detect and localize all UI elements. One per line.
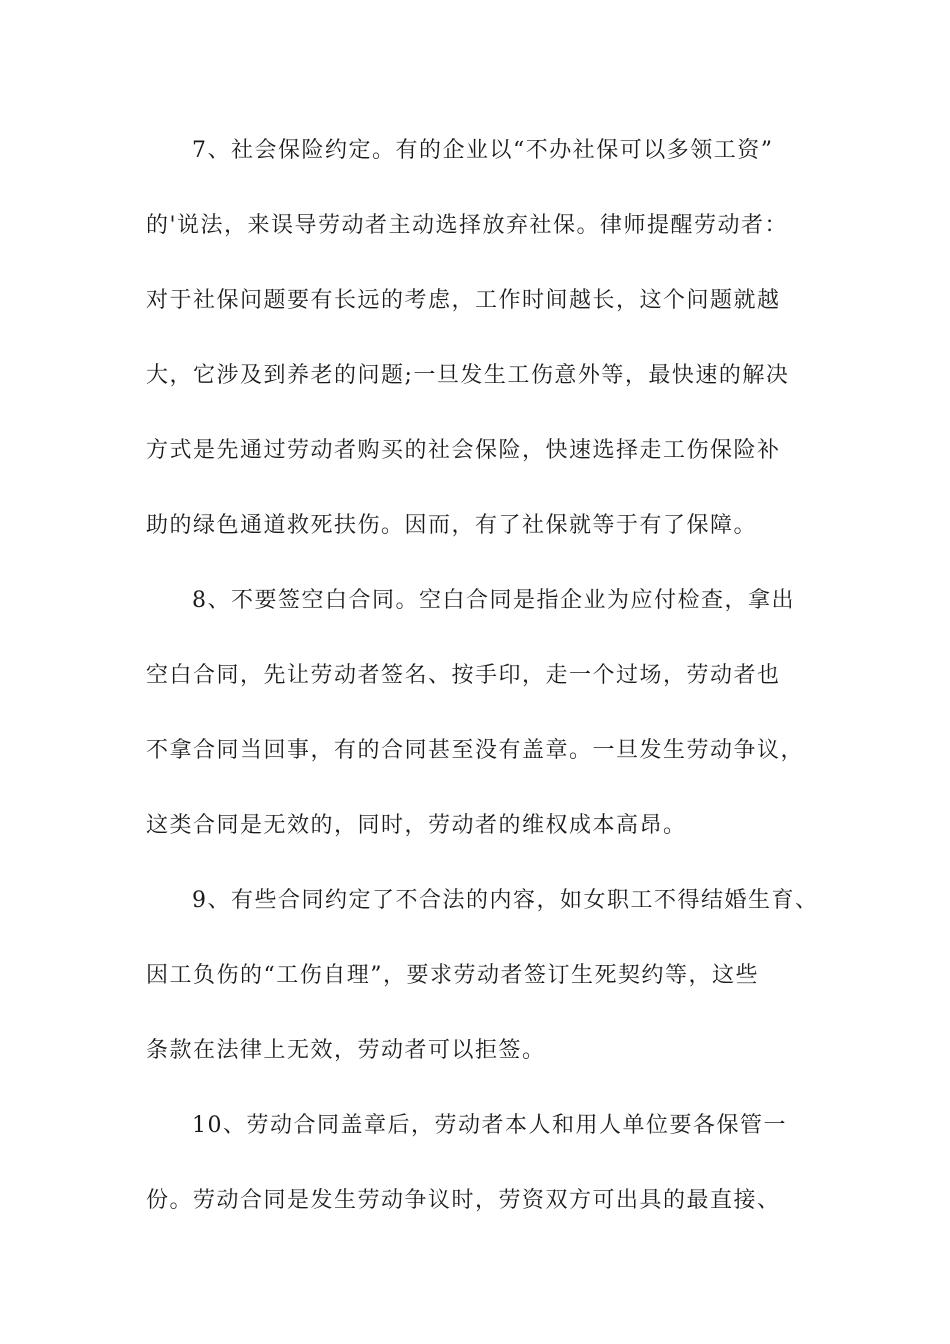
paragraph-9-line-1: 9、有些合同约定了不合法的内容，如女职工不得结婚生育、 <box>192 888 819 913</box>
paragraph-8-line-2: 空白合同，先让劳动者签名、按手印，走一个过场，劳动者也 <box>146 663 781 688</box>
paragraph-10-line-1: 10、劳动合同盖章后，劳动者本人和用人单位要各保管一 <box>192 1113 787 1138</box>
paragraph-9-line-3: 条款在法律上无效，劳动者可以拒签。 <box>146 1038 546 1063</box>
paragraph-8-line-3: 不拿合同当回事，有的合同甚至没有盖章。一旦发生劳动争议， <box>146 738 805 763</box>
paragraph-7-line-6: 助的绿色通道救死扶伤。因而，有了社保就等于有了保障。 <box>146 513 758 538</box>
paragraph-7-line-3: 对于社保问题要有长远的考虑，工作时间越长，这个问题就越 <box>146 288 781 313</box>
paragraph-8-line-4: 这类合同是无效的，同时，劳动者的维权成本高昂。 <box>146 813 687 838</box>
paragraph-7-line-1: 7、社会保险约定。有的企业以“不办社保可以多领工资” <box>192 138 774 163</box>
paragraph-7-line-4: 大，它涉及到养老的问题;一旦发生工伤意外等，最快速的解决 <box>146 363 790 388</box>
paragraph-7-line-5: 方式是先通过劳动者购买的社会保险，快速选择走工伤保险补 <box>146 438 781 463</box>
paragraph-7-line-2: 的'说法，来误导劳动者主动选择放弃社保。律师提醒劳动者： <box>146 213 789 238</box>
paragraph-8-line-1: 8、不要签空白合同。空白合同是指企业为应付检查，拿出 <box>192 588 795 613</box>
paragraph-9-line-2: 因工负伤的“工伤自理”，要求劳动者签订生死契约等，这些 <box>146 963 759 988</box>
paragraph-10-line-2: 份。劳动合同是发生劳动争议时，劳资双方可出具的最直接、 <box>146 1188 781 1213</box>
